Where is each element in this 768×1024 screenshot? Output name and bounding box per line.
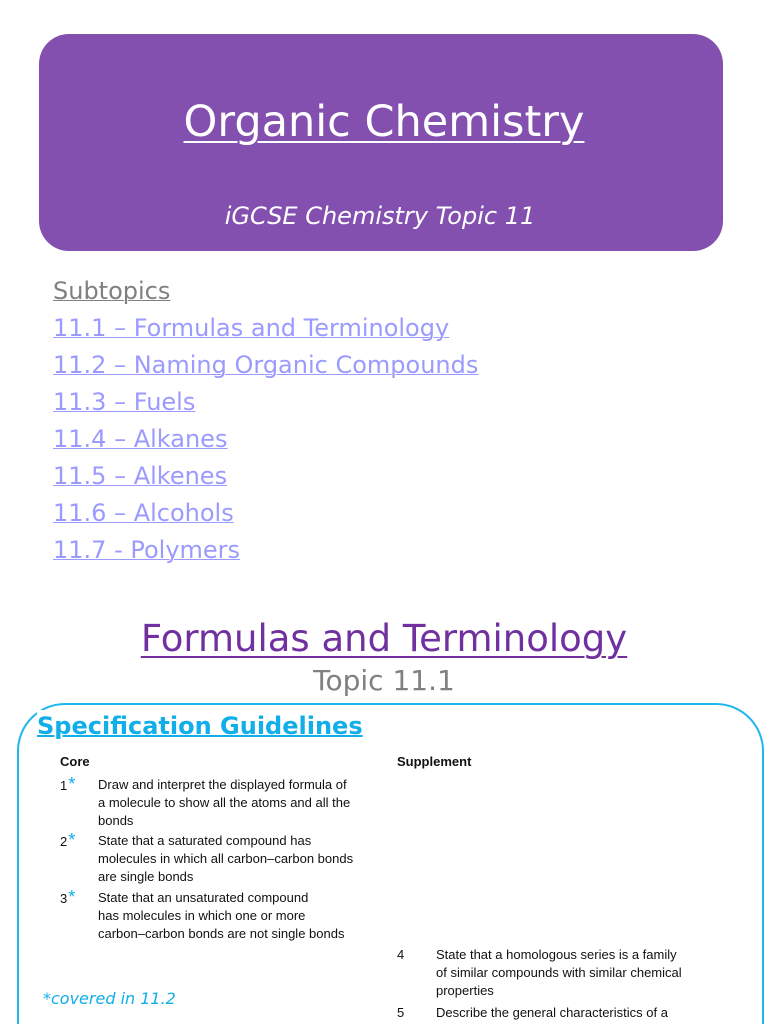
subtopic-link-11-6[interactable]: 11.6 – Alcohols <box>53 499 234 527</box>
subtopic-link-11-1[interactable]: 11.1 – Formulas and Terminology <box>53 314 450 342</box>
section-subtitle: Topic 11.1 <box>313 664 455 697</box>
subtopic-link-11-3[interactable]: 11.3 – Fuels <box>53 388 196 416</box>
supplement-column-heading: Supplement <box>397 754 472 769</box>
supplement-item-number: 5 <box>397 1005 405 1020</box>
core-item-text: State that a saturated compound has molecules in which all carbon–carbon bonds are single bonds <box>98 833 354 884</box>
subtopic-link-11-7[interactable]: 11.7 - Polymers <box>53 536 241 564</box>
supplement-item-text: Describe the general characteristics of a <box>436 1005 668 1020</box>
supplement-item-text: State that a homologous series is a family of similar compounds with similar chemical properties <box>436 947 682 998</box>
subtopic-link-11-2[interactable]: 11.2 – Naming Organic Compounds <box>53 351 479 379</box>
covered-note: *covered in 11.2 <box>43 989 176 1008</box>
subtopic-link-11-5[interactable]: 11.5 – Alkenes <box>53 462 228 490</box>
page-title: Organic Chemistry <box>183 97 585 147</box>
core-item-number: 3* <box>60 887 76 907</box>
core-column-heading: Core <box>60 754 90 769</box>
subtopics-heading: Subtopics <box>53 277 171 305</box>
subtopic-link-11-4[interactable]: 11.4 – Alkanes <box>53 425 228 453</box>
spec-heading: Specification Guidelines <box>37 712 363 740</box>
covered-star-icon: * <box>68 887 76 907</box>
core-item-text: Draw and interpret the displayed formula of a molecule to show all the atoms and all the bonds <box>98 777 351 828</box>
supplement-item-number: 4 <box>397 947 405 962</box>
core-item-number: 1* <box>60 774 76 794</box>
core-item-text: State that an unsaturated compound has molecules in which one or more carbon–carbon bonds are not single bonds <box>98 890 345 941</box>
subtopics-list <box>53 273 478 569</box>
covered-star-icon: * <box>68 830 76 850</box>
core-item-number: 2* <box>60 830 76 850</box>
section-title: Formulas and Terminology <box>140 617 628 660</box>
covered-star-icon: * <box>68 774 76 794</box>
page-subtitle: iGCSE Chemistry Topic 11 <box>224 202 536 230</box>
